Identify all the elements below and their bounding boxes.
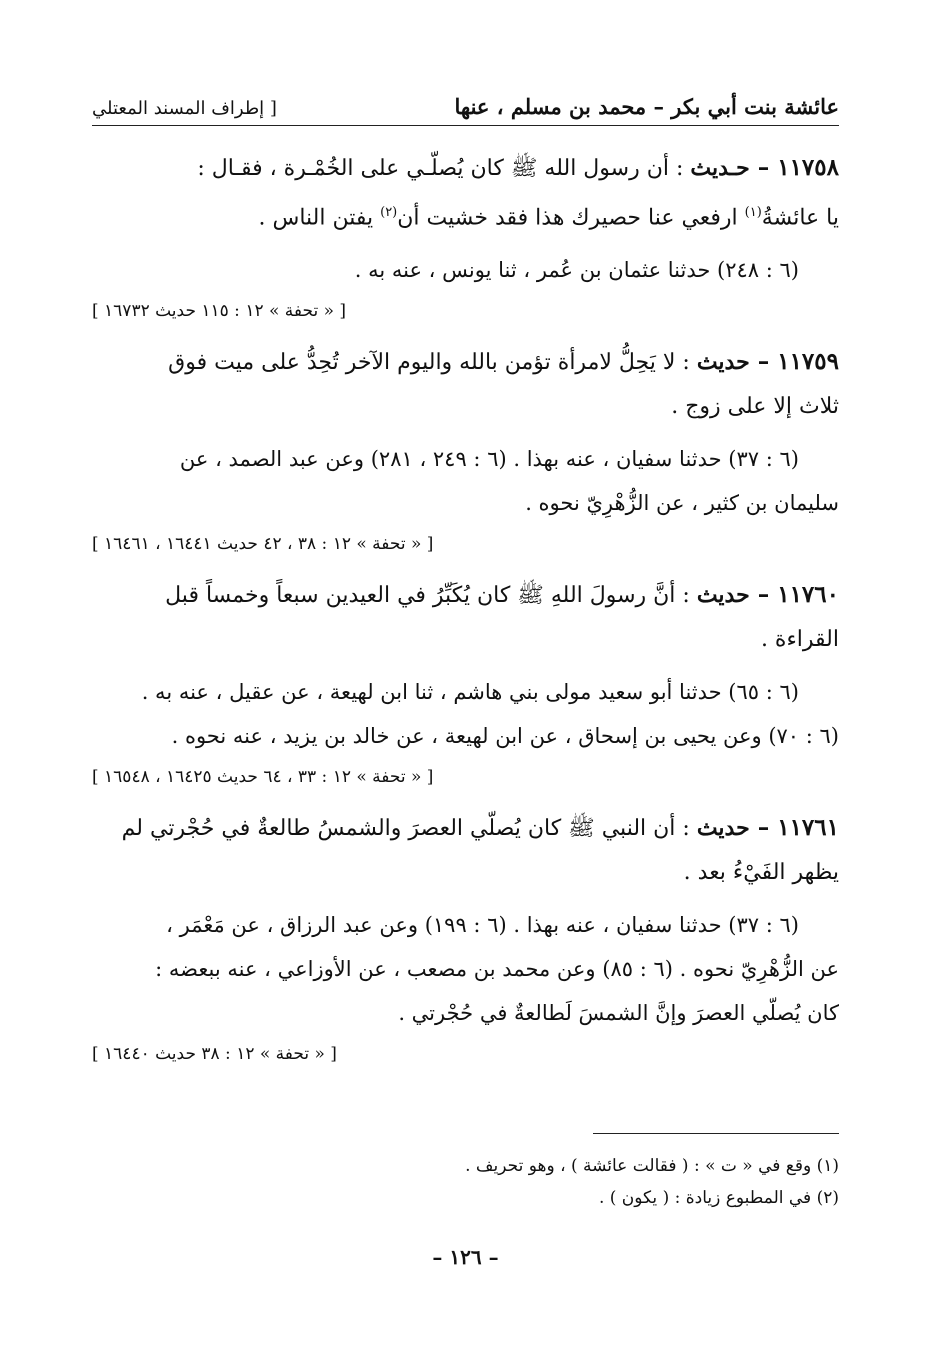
source-line: (٦ : ٧٠) وعن يحيى بن إسحاق ، عن ابن لهيعة ، عن خالد بن يزيد ، عنه نحوه . <box>171 724 839 749</box>
hadith-text: ارفعي عنا حصيرك هذا فقد خشيت أن <box>397 205 745 231</box>
tuhfa-reference: [ « تحفة » ١٢ : ٣٨ حديث ١٦٤٤٠ ] <box>92 1044 337 1065</box>
hadith-keyword: حديث <box>696 582 750 609</box>
hadith-text: يا عائشةُ <box>761 205 839 231</box>
hadith-dash: – <box>749 814 778 842</box>
hadith-text-line: القراءة . <box>760 627 839 653</box>
hadith-number: ١١٧٥٩ <box>777 348 839 376</box>
hadith-number: ١١٧٥٨ <box>777 154 839 181</box>
hadith-dash: – <box>749 581 778 609</box>
hadith-text: : أن رسول الله ﷺ كان يُصلّـي على الخُمْـرة ، فقـال : <box>197 156 684 181</box>
hadith-entry-11758 <box>92 146 839 326</box>
hadith-keyword: حديث <box>696 349 750 376</box>
source-line: (٦ : ٣٧) حدثنا سفيان ، عنه بهذا . (٦ : ٢٤٩ ، ٢٨١) وعن عبد الصمد ، عن <box>179 447 799 472</box>
hadith-entry-11761 <box>92 806 839 1069</box>
source-line: (٦ : ٣٧) حدثنا سفيان ، عنه بهذا . (٦ : ١٩٩) وعن عبد الرزاق ، عن مَعْمَر ، <box>166 913 799 938</box>
source-line: (٦ : ٦٥) حدثنا أبو سعيد مولى بني هاشم ، ثنا ابن لهيعة ، عن عقيل ، عنه به . <box>141 680 799 705</box>
hadith-entry-11759 <box>92 340 839 559</box>
hadith-dash: – <box>749 348 778 376</box>
hadith-text: يفتن الناس . <box>258 205 381 231</box>
hadith-text-line <box>92 146 839 191</box>
hadith-text-line <box>92 191 839 240</box>
hadith-text: : أنَّ رسولَ اللهِ ﷺ كان يُكَبِّرُ في العيدين سبعاً وخمساً قبل <box>165 583 690 609</box>
hadith-entry-11760 <box>92 573 839 792</box>
hadith-text-line <box>92 573 839 618</box>
footnote-marker[interactable]: (١) <box>744 205 762 220</box>
hadith-number: ١١٧٦١ <box>777 814 839 842</box>
hadith-text: : لا يَحِلُّ لامرأة تؤمن بالله واليوم الآخر تُحِدُّ على ميت فوق <box>168 350 690 376</box>
source-line: عن الزُّهْرِيّ نحوه . (٦ : ٨٥) وعن محمد بن مصعب ، عن الأوزاعي ، عنه ببعضه : <box>155 957 839 982</box>
hadith-text-line: يظهر الفَيْءُ بعد . <box>683 860 839 886</box>
hadith-text: : أن النبي ﷺ كان يُصلّي العصرَ والشمسُ طالعةٌ في حُجْرتي لم <box>121 816 690 842</box>
hadith-keyword: حديث <box>696 815 750 842</box>
hadith-keyword: حـديث <box>690 155 750 181</box>
hadith-text-line <box>92 340 839 385</box>
main-content <box>92 146 839 1083</box>
hadith-number: ١١٧٦٠ <box>777 581 839 609</box>
footnote-divider <box>593 1133 839 1134</box>
hadith-dash: – <box>749 154 778 181</box>
footnote-1: (١) وقع في « ت » : ( فقالت عائشة ) ، وهو تحريف . <box>465 1156 839 1176</box>
footnotes <box>139 1150 839 1214</box>
running-header <box>92 86 839 126</box>
header-book-title: [ إطراف المسند المعتلي <box>92 98 277 119</box>
header-chapter-title: عائشة بنت أبي بكر – محمد بن مسلم ، عنها <box>454 94 839 119</box>
source-line: (٦ : ٢٤٨) حدثنا عثمان بن عُمر ، ثنا يونس ، عنه به . <box>354 258 799 283</box>
hadith-text-line: ثلاث إلا على زوج . <box>671 394 839 420</box>
footnote-marker[interactable]: (٢) <box>380 205 398 220</box>
tuhfa-reference: [ « تحفة » ١٢ : ١١٥ حديث ١٦٧٣٢ ] <box>92 301 347 322</box>
tuhfa-reference: [ « تحفة » ١٢ : ٣٣ ، ٦٤ حديث ١٦٤٢٥ ، ١٦٥٤٨ ] <box>92 767 434 788</box>
source-line: سليمان بن كثير ، عن الزُّهْرِيّ نحوه . <box>525 491 839 516</box>
tuhfa-reference: [ « تحفة » ١٢ : ٣٨ ، ٤٢ حديث ١٦٤٤١ ، ١٦٤٦١ ] <box>92 534 434 555</box>
source-line: كان يُصلّي العصرَ وإنَّ الشمسَ لَطالعةٌ في حُجْرتي . <box>398 1001 839 1026</box>
hadith-text-line <box>92 806 839 851</box>
page-number: – ١٢٦ – <box>432 1245 499 1269</box>
footnote-2: (٢) في المطبوع زيادة : ( يكون ) . <box>598 1188 839 1208</box>
